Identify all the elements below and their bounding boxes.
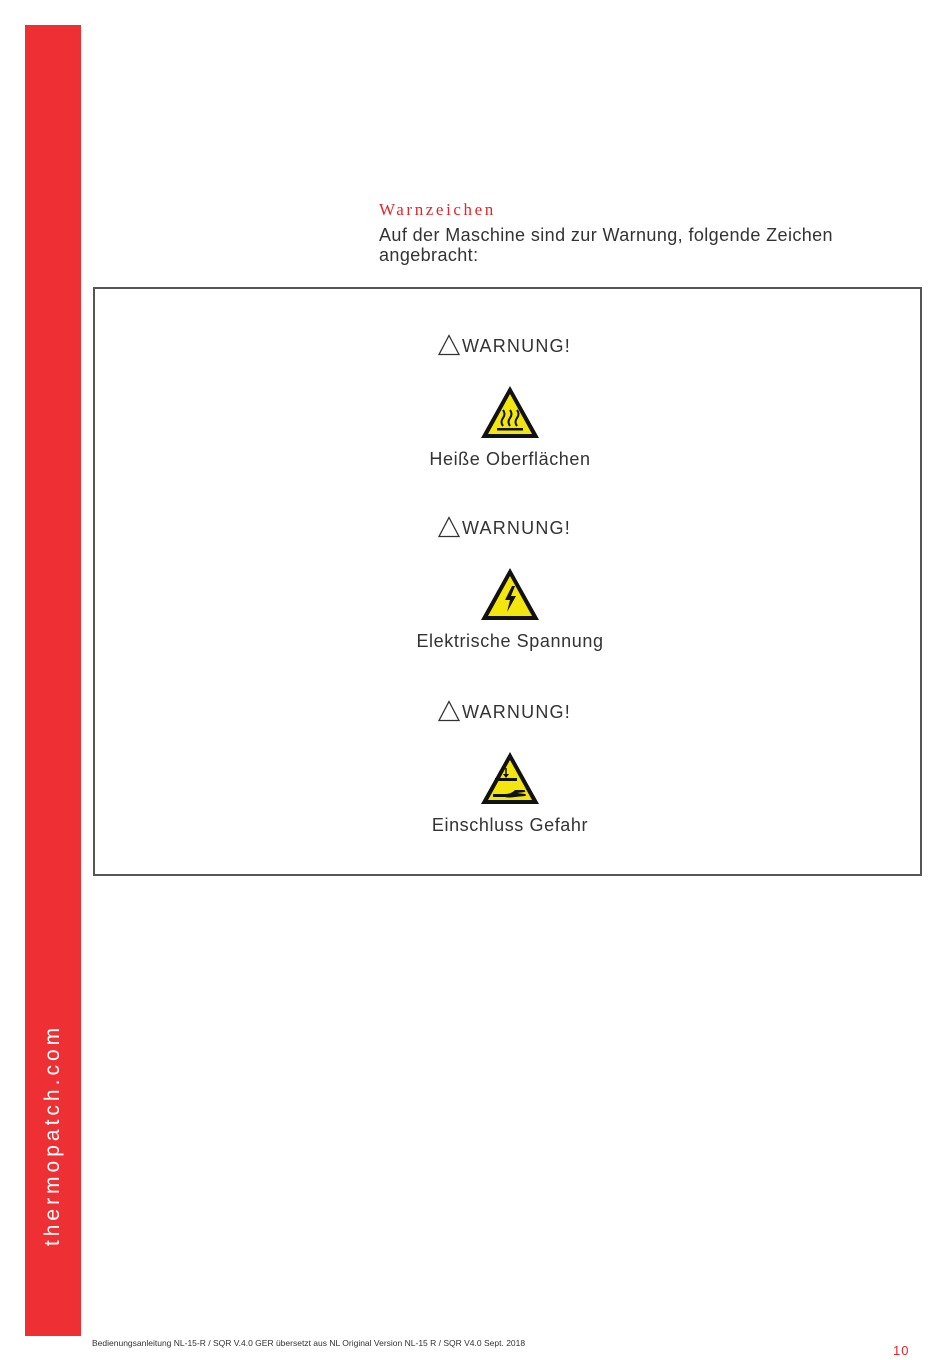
warning-heading-text: WARNUNG! (462, 702, 571, 722)
electric-voltage-sign-icon (479, 566, 541, 622)
warning-block-electric (95, 514, 920, 664)
warning-heading-text: WARNUNG! (462, 336, 571, 356)
warning-block-crush (95, 698, 920, 848)
brand-url: thermopatch.com (41, 1023, 64, 1247)
warning-heading (438, 698, 571, 722)
page-number: 10 (893, 1343, 910, 1358)
warning-signs-box (93, 287, 922, 876)
warning-triangle-icon (438, 334, 460, 356)
warning-heading (438, 514, 571, 538)
hot-surface-sign-icon (479, 384, 541, 440)
warning-label: Heiße Oberflächen (429, 449, 591, 469)
warning-triangle-icon (438, 700, 460, 722)
warning-block-hot-surface (95, 332, 920, 482)
section-title: Warnzeichen (379, 200, 496, 219)
intro-text: Auf der Maschine sind zur Warnung, folgende Zeichen angebracht: (379, 225, 833, 265)
footer-text: Bedienungsanleitung NL-15-R / SQR V.4.0 GER übersetzt aus NL Original Version NL-15 R / SQR V4.0 Sept. 2018 (92, 1338, 526, 1348)
warning-label: Einschluss Gefahr (431, 815, 589, 835)
warning-triangle-icon (438, 516, 460, 538)
warning-label: Elektrische Spannung (416, 631, 604, 651)
warning-heading (438, 332, 571, 356)
warning-heading-text: WARNUNG! (462, 518, 571, 538)
crush-hazard-sign-icon (479, 750, 541, 806)
